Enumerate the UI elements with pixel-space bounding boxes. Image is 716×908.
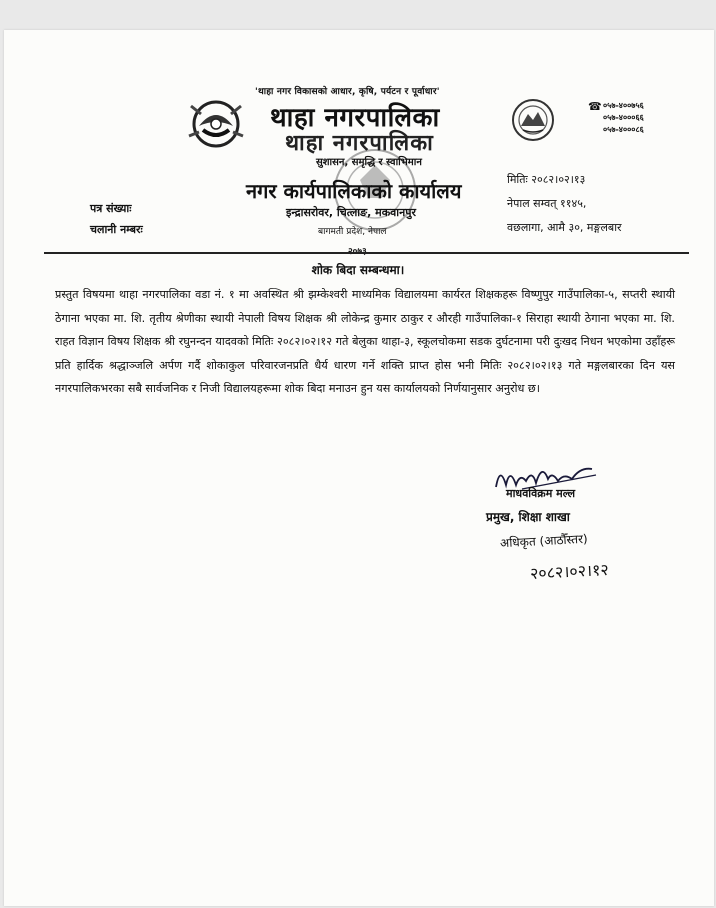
phone-number: ०५७-४०००६६ [603,113,644,122]
letter-subject: शोक बिदा सम्बन्धमा। [311,263,405,277]
handwritten-date: २०८२।०२।१२ [529,559,610,584]
phone-numbers [603,100,644,136]
office-address: इन्द्रासरोवर, चित्लाङ, मकवानपुर [286,206,416,219]
date-block [507,168,622,240]
phone-number: ०५७-४०००८६ [603,125,644,134]
letterhead-slogan: 'थाहा नगर विकासको आधार, कृषि, पर्यटन र पूर्वाधार' [255,87,440,97]
date-line: मितिः २०८२।०२।१३ [507,173,586,186]
office-name: नगर कार्यपालिकाको कार्यालय [246,179,462,203]
signatory-post: प्रमुख, शिक्षा शाखा [486,510,570,524]
office-province: बागमती प्रदेश, नेपाल [318,227,387,237]
municipality-seal-icon [510,96,556,144]
header-divider [44,252,689,254]
nepal-emblem-icon [185,96,247,152]
weekday-line: वछलागा, आमै ३०, मङ्गलबार [507,221,622,234]
telephone-icon: ☎ [588,100,602,113]
signatory-rank: अधिकृत (आठौँस्तर) [499,531,588,551]
municipality-title: थाहा नगरपालिका [270,103,440,133]
nepal-sambat-line: नेपाल सम्वत् ११४५, [507,197,587,210]
letter-number-label: पत्र संख्याः [90,202,132,215]
phone-number: ०५७-४००७५६ [603,101,644,110]
signatory-name: माधवविक्रम मल्ल [506,487,576,500]
letter-body: प्रस्तुत विषयमा थाहा नगरपालिका वडा नं. १ मा अवस्थित श्री झम्केश्वरी माध्यमिक विद्यालयमा कार्यरत शिक्षकहरू विष्णुपुर गाउँपालिका-५, सप्तरी स्थायी ठेगाना भएका मा. शि. तृतीय श्रेणीका स्थायी नेपाली विषय शिक्षक श्री लोकेन्द्र कुमार ठाकुर र औरही गाउँपालिका-१ सिराहा स्थायी ठेगाना भएका मा. शि. राहत विज्ञान विषय शिक्षक श्री रघुनन्दन यादवको मितिः २०८२।०२।१२ गते बेलुका थाहा-३, स्कूलचोकमा सडक दुर्घटनामा परी दुःखद निधन भएकोमा उहाँहरू प्रति हार्दिक श्रद्धाञ्जलि अर्पण गर्दै शोकाकुल परिवारजनप्रति धैर्य धारण गर्ने शक्ति प्राप्त होस भनी मितिः २०८२।०२।१३ गते मङ्गलबारका दिन यस नगरपालिकभरका सबै सार्वजनिक र निजी विद्यालयहरूमा शोक बिदा मनाउन हुन यस कार्यालयको निर्णयानुसार अनुरोध छ। [55,288,675,395]
municipality-title-script: थाहा नगरपालिका [285,131,434,156]
established-year [348,244,367,257]
letterhead-motto: सुशासन, समृद्धि र स्वाभिमान [316,157,422,168]
dispatch-number-label: चलानी नम्बरः [90,223,143,236]
